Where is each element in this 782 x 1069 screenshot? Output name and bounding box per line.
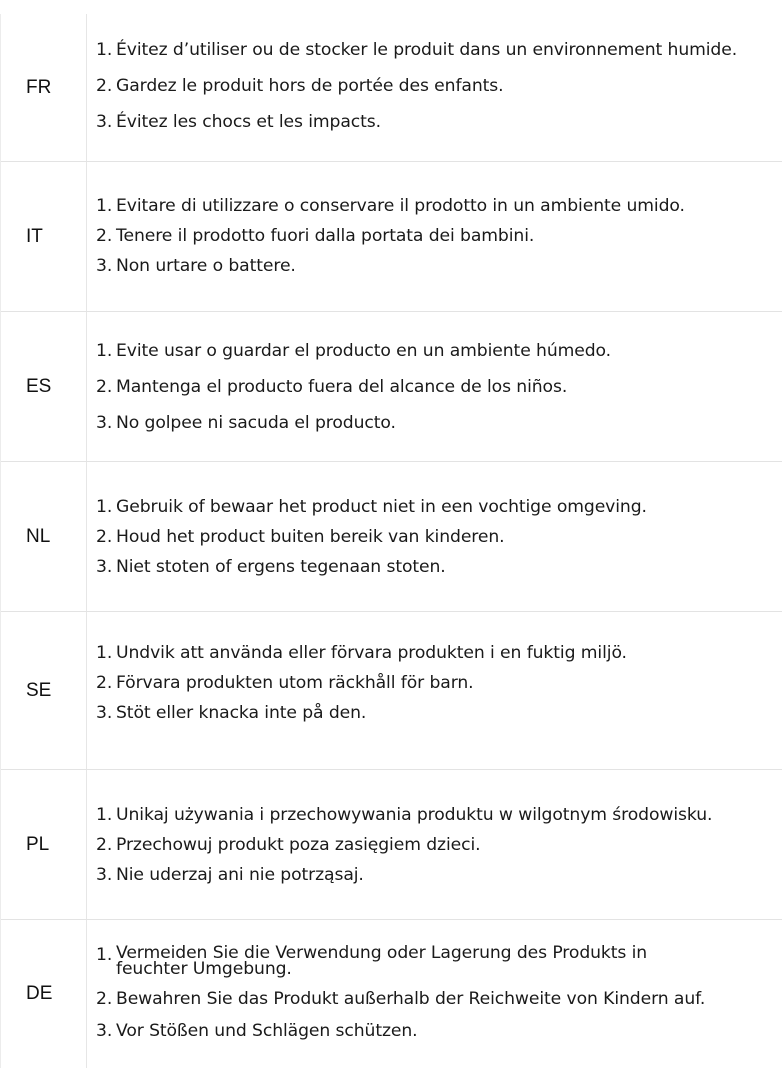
language-row-fr <box>1 14 782 162</box>
language-code: NL <box>1 462 87 611</box>
item-text: Évitez d’utiliser ou de stocker le produit dans un environnement humide. <box>116 39 738 60</box>
item-number: 2. <box>96 672 113 693</box>
item-number: 1. <box>96 804 113 825</box>
instruction-list <box>87 612 782 769</box>
item-number: 3. <box>96 864 113 885</box>
item-text: Förvara produkten utom räckhåll för barn. <box>116 672 474 693</box>
instruction-item <box>96 341 782 361</box>
instruction-list <box>87 162 782 311</box>
instruction-item <box>96 112 782 132</box>
instruction-item <box>96 805 782 825</box>
instruction-item <box>96 1021 782 1041</box>
item-text: Stöt eller knacka inte på den. <box>116 702 367 723</box>
language-code: SE <box>1 612 87 769</box>
instruction-item <box>96 40 782 60</box>
item-number: 1. <box>96 340 113 361</box>
item-number: 1. <box>96 945 113 965</box>
item-text: Evite usar o guardar el producto en un ambiente húmedo. <box>116 340 612 361</box>
item-text: No golpee ni sacuda el producto. <box>116 412 396 433</box>
item-number: 1. <box>96 496 113 517</box>
instruction-item <box>96 377 782 397</box>
instruction-item <box>96 673 782 693</box>
item-text: Tenere il prodotto fuori dalla portata dei bambini. <box>116 225 535 246</box>
item-number: 2. <box>96 225 113 246</box>
item-number: 2. <box>96 526 113 547</box>
instruction-list <box>87 312 782 461</box>
safety-instructions-table <box>0 14 782 1068</box>
instruction-item <box>96 256 782 276</box>
item-number: 3. <box>96 556 113 577</box>
item-text: Gebruik of bewaar het product niet in een vochtige omgeving. <box>116 496 647 517</box>
item-number: 3. <box>96 1021 113 1041</box>
instruction-list <box>87 14 782 161</box>
instruction-item <box>96 835 782 855</box>
instruction-item <box>96 643 782 663</box>
item-text: Gardez le produit hors de portée des enfants. <box>116 75 504 96</box>
item-number: 1. <box>96 642 113 663</box>
language-row-es <box>1 312 782 462</box>
language-code: DE <box>1 920 87 1068</box>
item-text: Przechowuj produkt poza zasięgiem dzieci. <box>116 834 481 855</box>
item-number: 2. <box>96 376 113 397</box>
instruction-list <box>87 770 782 919</box>
language-code: ES <box>1 312 87 461</box>
language-code: PL <box>1 770 87 919</box>
instruction-item <box>96 497 782 517</box>
item-number: 3. <box>96 702 113 723</box>
instruction-item <box>96 945 782 977</box>
instruction-item <box>96 226 782 246</box>
item-text: Undvik att använda eller förvara produkten i en fuktig miljö. <box>116 642 627 663</box>
item-text: Unikaj używania i przechowywania produktu w wilgotnym środowisku. <box>116 804 713 825</box>
instruction-item <box>96 703 782 723</box>
instruction-item <box>96 527 782 547</box>
item-number: 2. <box>96 989 113 1009</box>
language-row-se <box>1 612 782 770</box>
language-row-pl <box>1 770 782 920</box>
item-text: Non urtare o battere. <box>116 255 296 276</box>
language-row-it <box>1 162 782 312</box>
item-number: 2. <box>96 75 113 96</box>
item-number: 3. <box>96 111 113 132</box>
item-text: Nie uderzaj ani nie potrząsaj. <box>116 864 364 885</box>
item-text: Houd het product buiten bereik van kinderen. <box>116 526 505 547</box>
item-number: 3. <box>96 412 113 433</box>
item-text: Mantenga el producto fuera del alcance de los niños. <box>116 376 568 397</box>
item-text: Niet stoten of ergens tegenaan stoten. <box>116 556 446 577</box>
instruction-item <box>96 989 782 1009</box>
item-number: 3. <box>96 255 113 276</box>
language-code: IT <box>1 162 87 311</box>
item-text: Bewahren Sie das Produkt außerhalb der Reichweite von Kindern auf. <box>116 989 706 1009</box>
language-code: FR <box>1 14 87 161</box>
instruction-item <box>96 557 782 577</box>
item-text: Evitare di utilizzare o conservare il prodotto in un ambiente umido. <box>116 195 685 216</box>
instruction-item <box>96 865 782 885</box>
item-text: Vor Stößen und Schlägen schützen. <box>116 1021 418 1041</box>
item-number: 1. <box>96 39 113 60</box>
item-number: 1. <box>96 195 113 216</box>
instruction-list <box>87 462 782 611</box>
instruction-list <box>87 920 782 1068</box>
item-text: Évitez les chocs et les impacts. <box>116 111 382 132</box>
instruction-item <box>96 76 782 96</box>
instruction-item <box>96 196 782 216</box>
item-text: Vermeiden Sie die Verwendung oder Lagerung des Produkts in feuchter Umgebung. <box>116 943 648 979</box>
instruction-item <box>96 413 782 433</box>
item-number: 2. <box>96 834 113 855</box>
language-row-nl <box>1 462 782 612</box>
language-row-de <box>1 920 782 1068</box>
